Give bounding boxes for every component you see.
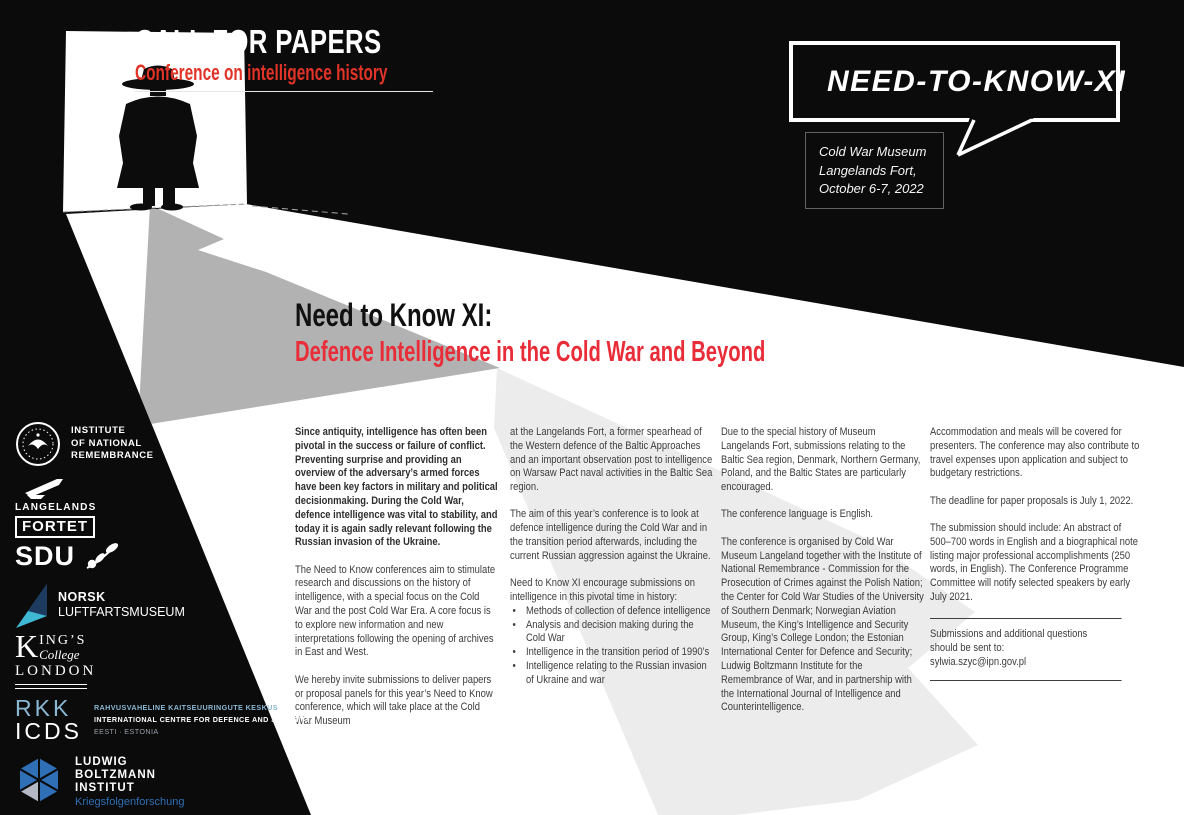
list-item: • Analysis and decision making during the Cold War (510, 619, 713, 647)
body-column-2 (510, 426, 713, 688)
paragraph: The deadline for paper proposals is July 1, 2022. (930, 494, 1134, 507)
logo-text-line: College (39, 647, 80, 662)
logo-sdu (15, 541, 121, 572)
hexagon-icon (15, 755, 63, 805)
paragraph: Accommodation and meals will be covered for presenters. The conference may also contribute to travel expenses upon application and subject to budgetary restrictions. (930, 426, 1140, 480)
list-item: • Methods of collection of defence intelligence (510, 605, 713, 619)
contact-line: Submissions and additional questions (930, 628, 1088, 641)
speech-bubble-label: NEED-TO-KNOW-XI (827, 64, 1127, 98)
logo-text-line: OF NATIONAL (71, 437, 142, 449)
contact-block (930, 628, 1140, 669)
event-date: October 6-7, 2022 (819, 181, 924, 196)
event-info-box (805, 132, 944, 209)
divider (930, 618, 1122, 619)
olive-branch-icon (83, 542, 121, 572)
event-venue: Cold War Museum (819, 144, 927, 159)
logo-text-line: Kriegsfolgenforschung (75, 796, 185, 808)
logo-kings-college-london (15, 628, 97, 689)
paragraph: The submission should include: An abstract of 500–700 words in English and a biographical note listing major professional accomplishments (250 words, in English). The Conference Programme Committee will notify selected speakers by early July 2021. (930, 521, 1138, 603)
paragraph: We hereby invite submissions to deliver papers or proposal panels for this year’s Need to Know conference, which will take place at the Cold War Museum (295, 673, 493, 728)
contact-line: should be sent to: (930, 642, 1005, 655)
paragraph: The aim of this year’s conference is to look at defence intelligence during the Cold War and in the transition period afterwards, including the current Russian aggression against the Ukraine. (510, 508, 711, 562)
event-location: Langelands Fort, (819, 162, 917, 178)
paragraph: Since antiquity, intelligence has often been pivotal in the success or failure of conflict. Preventing surprise and providing an overview of the adversary’s armed forces have been key factors in military and political decisionmaking. During the Cold War, defence intelligence was vital to stability, and today it is again sadly relevant following the Russian invasion of the Ukraine. (295, 426, 498, 549)
logo-text-line: ING’S (39, 633, 87, 648)
body-column-3 (721, 426, 924, 729)
logo-text-line: INSTITUT (75, 782, 135, 794)
paragraph: The Need to Know conferences aim to stimulate research and discussions on the history of intelligence, with a special focus on the Cold War and the post Cold War Era. A core focus is to explore new information and new interpretations following the opening of archives in East and West. (295, 563, 496, 659)
body-column-1 (295, 426, 498, 742)
logo-ludwig-boltzmann-institut (15, 755, 184, 809)
body-column-4 (930, 426, 1140, 690)
header (135, 25, 496, 92)
email-text: sylwia.szyc@ipn.gov.pl (930, 655, 1027, 668)
logo-text-line: K (15, 628, 39, 664)
logo-text-line: EESTI · ESTONIA (93, 727, 159, 736)
logo-icds (15, 697, 311, 743)
logo-text-line: REMEMBRANCE (71, 450, 154, 462)
main-title (295, 299, 957, 367)
list-item: • Intelligence relating to the Russian invasion of Ukraine and war (510, 660, 713, 688)
logo-text-line: LUDWIG (75, 756, 128, 768)
paragraph: The conference language is English. (721, 508, 874, 521)
logo-text-line: BOLTZMANN (75, 769, 156, 781)
cannon-icon (19, 477, 71, 499)
logo-text-line: INTERNATIONAL CENTRE FOR DEFENCE AND SECURITY (93, 715, 311, 724)
logo-norsk-luftfartsmuseum (15, 583, 185, 630)
main-title-line1: Need to Know XI: (295, 297, 493, 333)
main-title-line2: Defence Intelligence in the Cold War and Beyond (295, 336, 766, 368)
paragraph: Need to Know XI encourage submissions on intelligence in this pivotal time in history: (510, 577, 695, 603)
page-title: CALL FOR PAPERS (135, 23, 382, 60)
logo-text-line: LONDON (15, 663, 97, 679)
list-item: • Intelligence in the transition period of 1990’s (510, 646, 713, 660)
speech-bubble (789, 41, 1127, 122)
divider (930, 680, 1122, 681)
logo-text-line: RKK (15, 695, 72, 721)
logo-text-line: ICDS (15, 718, 82, 744)
logo-text-line: RAHVUSVAHELINE KAITSEUURINGUTE KESKUS (93, 703, 278, 712)
logo-text-line: LANGELANDS (15, 502, 97, 513)
paragraph: Due to the special history of Museum Langelands Fort, submissions relating to the Baltic Sea region, Denmark, Northern Germany, Poland, and the Baltic States are particularly encouraged. (721, 426, 921, 494)
header-rule (135, 91, 433, 92)
logo-text-line: SDU (15, 541, 76, 571)
logo-text-line: INSTITUTE (71, 425, 126, 437)
logo-text-line: LUFTFARTSMUSEUM (58, 605, 185, 619)
aviation-museum-icon (15, 583, 49, 630)
logo-institute-of-national-remembrance (15, 421, 154, 467)
page-subtitle: Conference on intelligence history (135, 59, 388, 85)
paragraph: The conference is organised by Cold War Museum Langeland together with the Institute of National Remembrance - Commission for the Prosecution of Crimes against the Polish Nation; the Center for Cold War Studies of the University of Southern Denmark; Norwegian Aviation Museum, the King’s Intelligence and Security Group, King’s College London; the Estonian International Center for Defence and Security; Ludwig Boltzmann Institute for the Remembrance of War, and in partnership with the International Journal of Intelligence and Counterintelligence. (721, 535, 924, 714)
paragraph: at the Langelands Fort, a former spearhead of the Western defence of the Baltic Approaches and an important observation post to intelligence on Warsaw Pact naval activities in the Baltic Sea region. (510, 426, 713, 494)
speech-bubble-tail-icon (940, 117, 1040, 165)
institute-seal-icon (15, 421, 61, 467)
logo-langelands-fortet (15, 477, 96, 538)
logo-text-line: FORTET (15, 516, 95, 538)
logo-rule (15, 684, 87, 689)
logo-text-line: NORSK (58, 590, 106, 604)
